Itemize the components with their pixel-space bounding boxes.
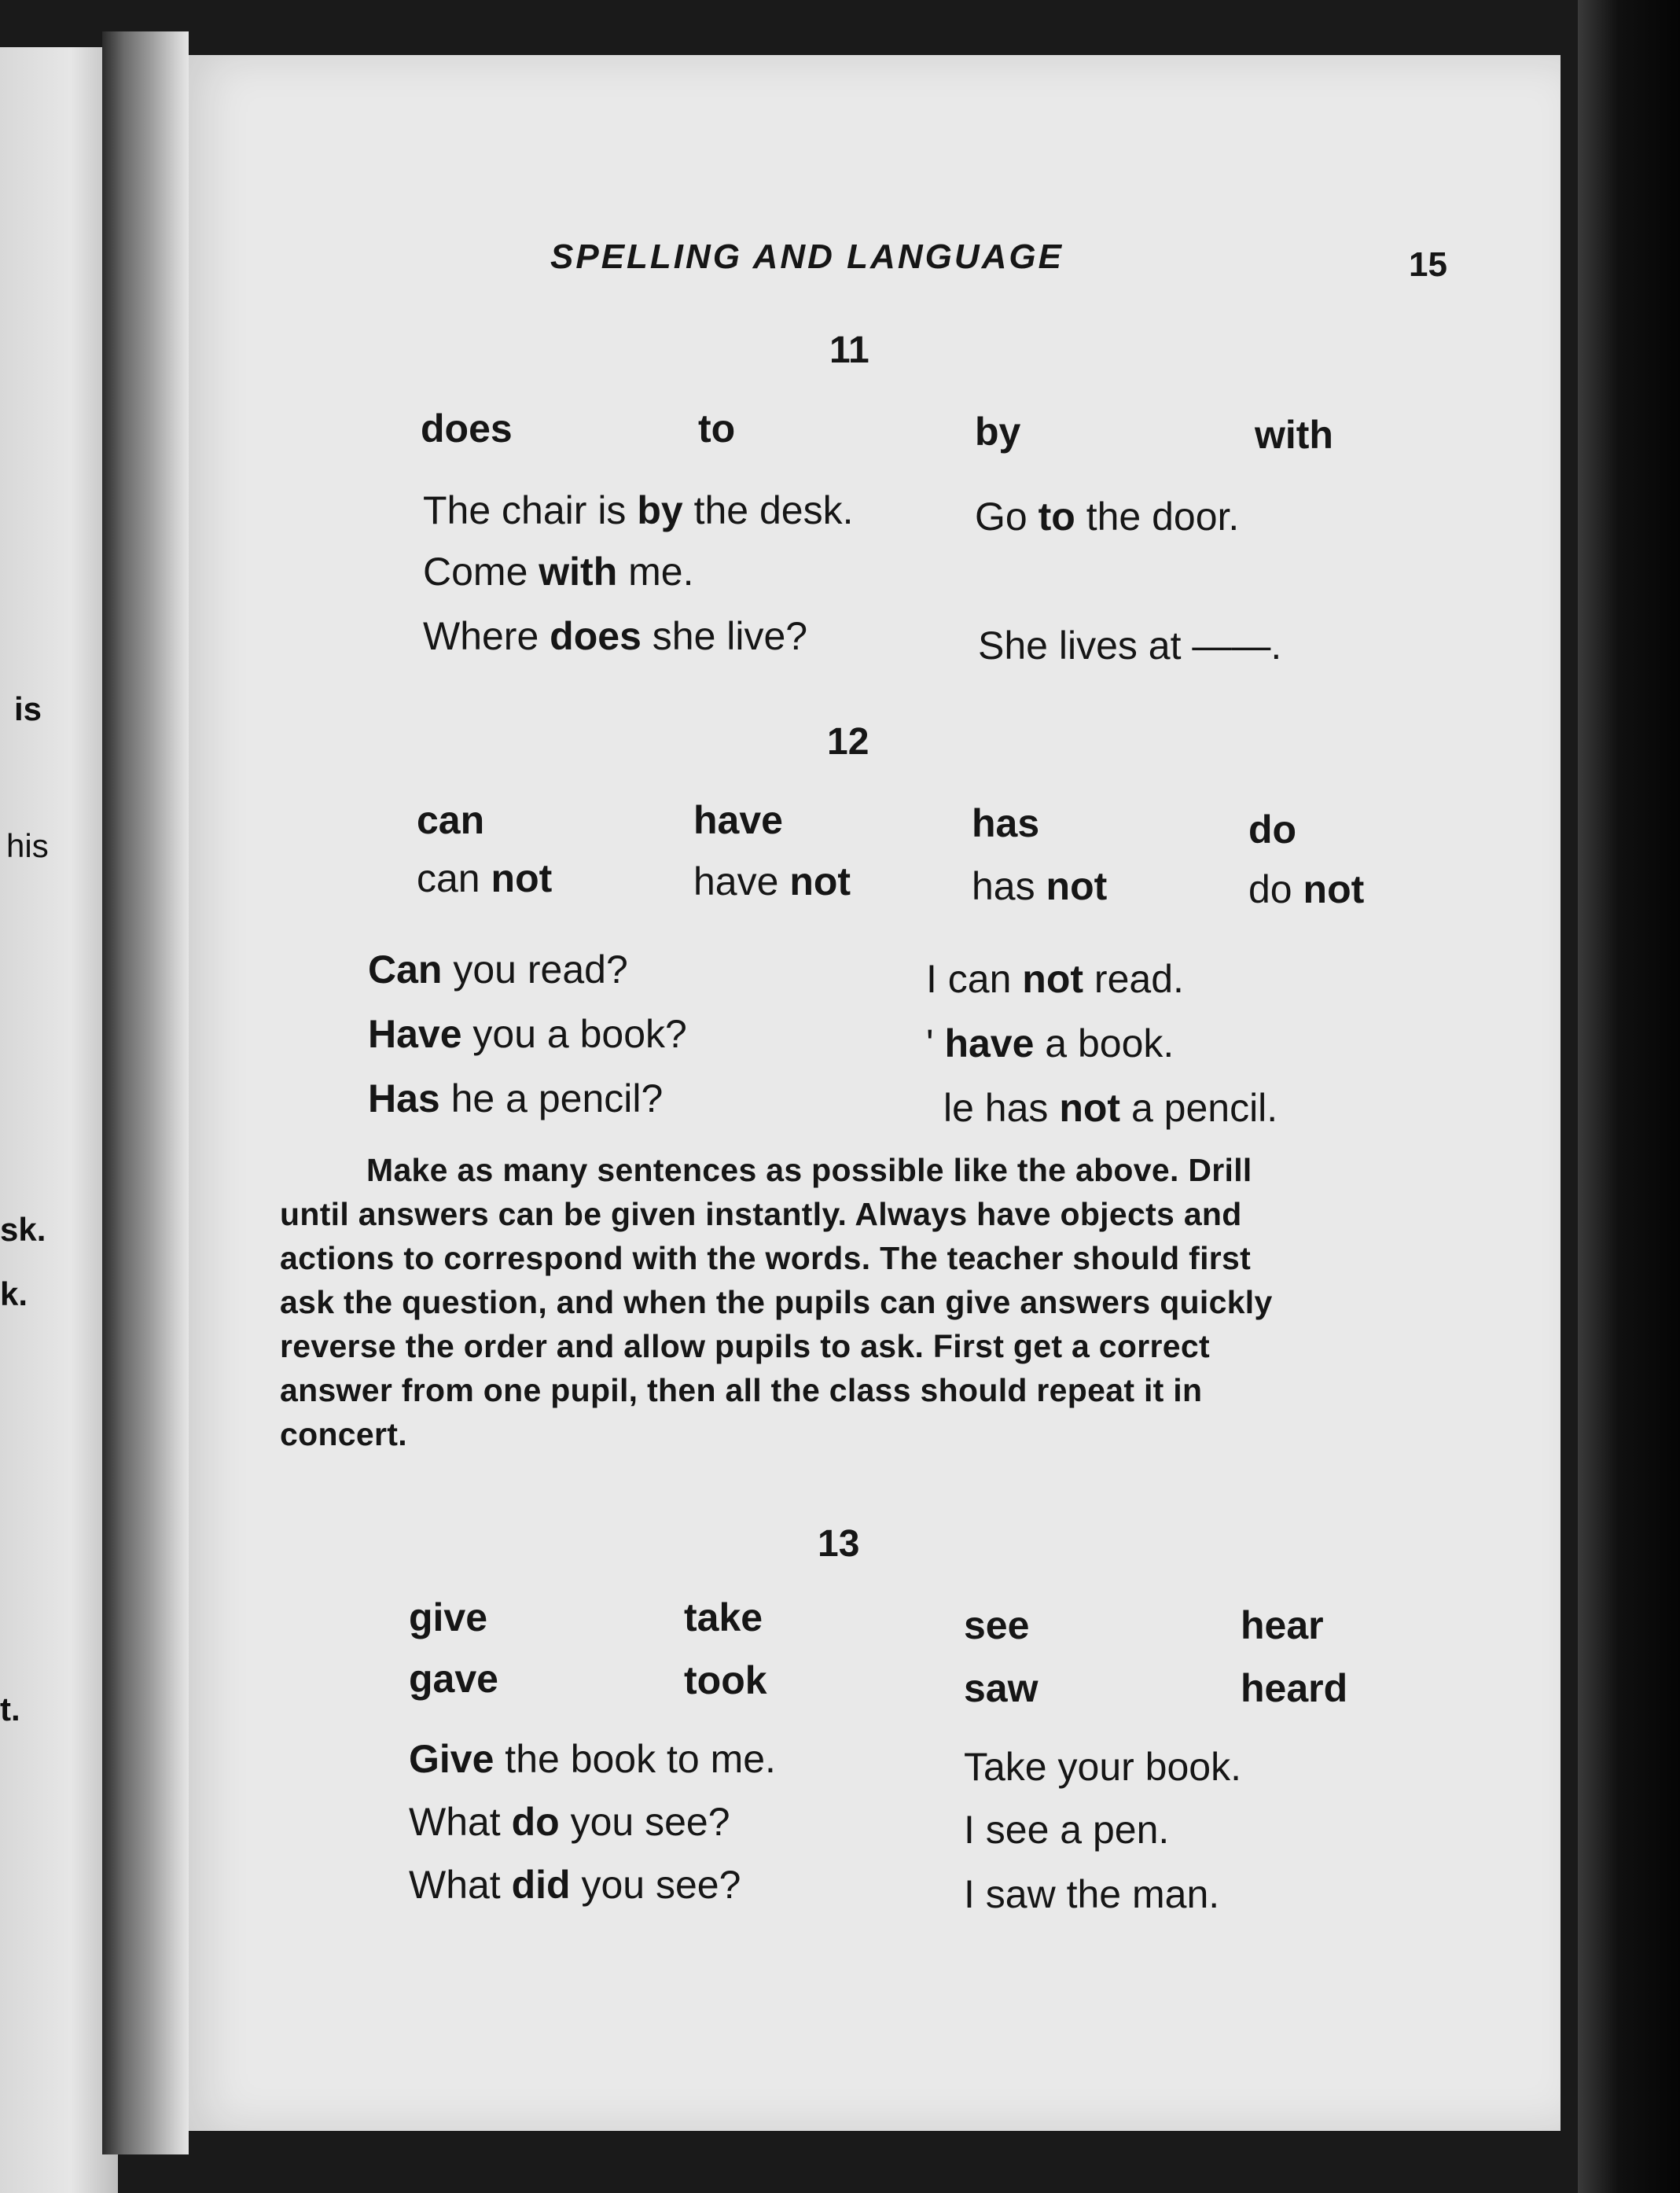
vocab-word: take (684, 1595, 763, 1639)
answer-text: read. (1083, 957, 1184, 1001)
negative-form (693, 859, 851, 903)
negative-verb: have (693, 859, 779, 903)
negative-verb: has (972, 864, 1035, 908)
negative-form (972, 864, 1108, 908)
sentence-text: the door. (1075, 495, 1240, 539)
sentence-text: The chair is (423, 488, 638, 532)
answer-text: a book. (1034, 1021, 1175, 1065)
sentence-keyword: do (511, 1800, 560, 1844)
answer-text: I can (926, 957, 1023, 1001)
question-sentence (368, 1014, 687, 1054)
section-number: 11 (829, 329, 869, 371)
sentence-text: me. (617, 550, 694, 594)
sentence-text: you see? (570, 1863, 741, 1907)
sentence-keyword: does (550, 614, 641, 658)
section-number: 12 (827, 721, 869, 763)
question-keyword: Can (368, 947, 443, 992)
example-sentence: I see a pen. (964, 1808, 1170, 1852)
question-text: he a pencil? (439, 1076, 664, 1120)
question-keyword: Have (368, 1012, 462, 1056)
sentence-text: the desk. (682, 488, 854, 532)
example-sentence: She lives at ——. (978, 624, 1282, 668)
answer-text: le has (943, 1086, 1060, 1130)
answer-sentence (926, 959, 1184, 999)
left-page-fragment: his (6, 827, 49, 864)
negative-keyword: not (1303, 867, 1365, 911)
negative-form (1248, 867, 1365, 911)
example-sentence (423, 550, 694, 594)
example-sentence (423, 488, 854, 532)
page-number: 15 (1409, 245, 1447, 284)
answer-sentence (943, 1088, 1277, 1128)
vocab-word: to (698, 407, 736, 451)
instruction-line: actions to correspond with the words. The teacher should first (280, 1240, 1252, 1276)
instruction-line: Make as many sentences as possible like the above. Drill (366, 1152, 1252, 1188)
sentence-text: What (409, 1800, 512, 1844)
vocab-word: by (975, 410, 1021, 454)
sentence-text: you see? (559, 1800, 730, 1844)
left-page-edge (0, 47, 118, 2193)
left-page-fragment: sk. (0, 1211, 46, 1248)
answer-sentence (926, 1021, 1175, 1065)
past-tense-word: gave (409, 1657, 498, 1701)
instruction-line: reverse the order and allow pupils to ask. First get a correct (280, 1328, 1210, 1364)
sentence-text: Go (975, 495, 1039, 539)
example-sentence: I saw the man. (964, 1872, 1220, 1916)
instruction-line: answer from one pupil, then all the class should repeat it in (280, 1372, 1203, 1408)
sentence-text: the book to me. (494, 1737, 776, 1781)
instruction-line: concert. (280, 1416, 407, 1452)
negative-keyword: not (1046, 864, 1108, 908)
vocab-word: does (421, 407, 513, 451)
example-sentence (409, 1739, 776, 1779)
sentence-keyword: by (637, 488, 683, 532)
vocab-word: has (972, 801, 1040, 845)
negative-form (417, 856, 553, 900)
left-page-fragment: k. (0, 1275, 28, 1312)
vocab-word: hear (1241, 1603, 1324, 1647)
sentence-text: Come (423, 550, 539, 594)
vocab-word: have (693, 798, 783, 842)
sentence-text: she live? (641, 614, 808, 658)
vocab-word: see (964, 1603, 1030, 1647)
sentence-keyword: Give (409, 1737, 494, 1781)
running-title: SPELLING AND LANGUAGE (550, 237, 1064, 276)
scanner-edge (1578, 0, 1680, 2193)
negative-keyword: not (491, 856, 553, 900)
vocab-word: with (1255, 413, 1333, 457)
past-tense-word: heard (1241, 1666, 1348, 1710)
answer-keyword: not (1059, 1086, 1121, 1130)
example-sentence (409, 1863, 741, 1907)
section-number: 13 (818, 1523, 860, 1565)
instruction-line: until answers can be given instantly. Always have objects and (280, 1196, 1242, 1232)
example-sentence (409, 1802, 730, 1842)
answer-text: ' (926, 1021, 945, 1065)
sentence-text: Where (423, 614, 550, 658)
negative-keyword: not (789, 859, 851, 903)
answer-text: a pencil. (1120, 1086, 1278, 1130)
answer-keyword: not (1022, 957, 1084, 1001)
vocab-word: can (417, 798, 485, 842)
past-tense-word: saw (964, 1666, 1039, 1710)
sentence-keyword: with (539, 550, 618, 594)
question-keyword: Has (368, 1076, 440, 1120)
example-sentence: Take your book. (964, 1745, 1241, 1789)
answer-keyword: have (944, 1021, 1035, 1065)
past-tense-word: took (684, 1658, 767, 1702)
example-sentence (975, 495, 1240, 539)
negative-verb: do (1248, 867, 1292, 911)
example-sentence (423, 616, 807, 656)
question-text: you read? (442, 947, 628, 992)
left-page-fragment: is (14, 690, 42, 727)
negative-verb: can (417, 856, 480, 900)
question-sentence (368, 1076, 664, 1120)
question-sentence (368, 947, 628, 992)
question-text: you a book? (461, 1012, 687, 1056)
page-gutter (102, 31, 189, 2154)
vocab-word: do (1248, 808, 1297, 852)
instruction-line: ask the question, and when the pupils can give answers quickly (280, 1284, 1273, 1320)
sentence-keyword: to (1038, 495, 1075, 539)
sentence-text: What (409, 1863, 512, 1907)
sentence-keyword: did (511, 1863, 571, 1907)
left-page-fragment: t. (0, 1691, 20, 1728)
vocab-word: give (409, 1595, 488, 1639)
